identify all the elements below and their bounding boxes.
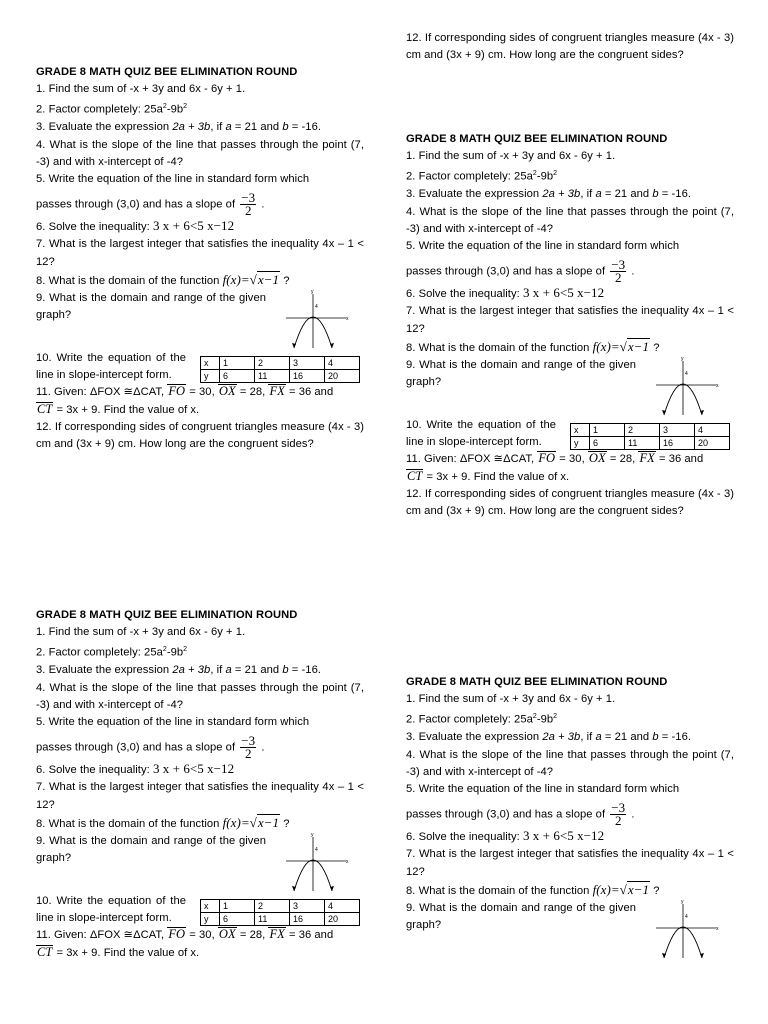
question-3: 3. Evaluate the expression 2a + 3b, if a = 21 and b = -16. — [36, 664, 322, 677]
question-10: 10. Write the equation of the line in slope-intercept form. x 1 2 3 4 y 6 11 16 20 — [406, 417, 734, 451]
question-7: 7. What is the largest integer that satisfies the inequality 4x – 1 < 12? — [36, 238, 364, 268]
question-1: 1. Find the sum of -x + 3y and 6x - 6y + 1. — [36, 626, 246, 639]
quiz-sheet-top-right — [406, 131, 734, 520]
question-4: 4. What is the slope of the line that passes through the point (7, -3) and with x-intercept of -4? — [36, 138, 364, 168]
question-3: 3. Evaluate the expression 2a + 3b, if a = 21 and b = -16. — [36, 121, 322, 134]
parabola-graph-icon — [650, 357, 720, 417]
slope-fraction: $\frac{-3}{2}$ — [611, 257, 626, 286]
table-row: y 6 11 16 20 — [201, 369, 360, 382]
quiz-heading: GRADE 8 MATH QUIZ BEE ELIMINATION ROUND — [406, 676, 668, 688]
question-2: 2. Factor completely: $25a^2-9b^2$ — [36, 646, 188, 660]
svg-text:4: 4 — [685, 370, 688, 377]
question-7: 7. What is the largest integer that satisfies the inequality 4x – 1 < 12? — [36, 781, 364, 811]
quiz-sheet-bottom-right — [406, 674, 734, 960]
svg-text:x: x — [346, 858, 349, 865]
quiz-sheet-top-left — [36, 64, 364, 453]
quiz-heading: GRADE 8 MATH QUIZ BEE ELIMINATION ROUND — [36, 609, 298, 621]
question-8: 8. What is the domain of the function f(x)=√x−1 ? — [406, 338, 660, 354]
table-row: y 6 11 16 20 — [571, 436, 730, 449]
question-9: 9. What is the domain and range of the given graph? y x 4 — [36, 833, 364, 893]
svg-text:y: y — [311, 289, 314, 295]
question-11: 11. Given: ΔFOX ≅ΔCAT, FO = 30, OX = 28, FX = 36 and CT = 3x + 9. Find the value of x. — [36, 384, 334, 416]
parabola-graph-icon — [280, 290, 350, 350]
svg-text:x: x — [716, 925, 719, 932]
slope-fraction: $\frac{-3}{2}$ — [611, 800, 626, 829]
question-6: 6. Solve the inequality: 3 x + 6<5 x−12 — [406, 285, 605, 301]
question-7: 7. What is the largest integer that satisfies the inequality 4x – 1 < 12? — [406, 848, 734, 878]
question-4: 4. What is the slope of the line that passes through the point (7, -3) and with x-intercept of -4? — [36, 681, 364, 711]
xy-table — [200, 899, 360, 926]
svg-text:4: 4 — [315, 846, 318, 853]
question-10: 10. Write the equation of the line in slope-intercept form. x 1 2 3 4 y 6 11 16 20 — [36, 893, 364, 927]
svg-text:y: y — [681, 356, 684, 362]
question-2: 2. Factor completely: $25a^2-9b^2$ — [406, 170, 558, 184]
question-6: 6. Solve the inequality: 3 x + 6<5 x−12 — [36, 218, 235, 234]
question-3: 3. Evaluate the expression 2a + 3b, if a = 21 and b = -16. — [406, 731, 692, 744]
table-row: x 1 2 3 4 — [201, 899, 360, 912]
quiz-sheet-bottom-left — [36, 607, 364, 962]
question-9: 9. What is the domain and range of the given graph? y x 4 — [36, 290, 364, 350]
xy-table — [200, 356, 360, 383]
question-5: 5. Write the equation of the line in standard form which passes through (3,0) and has a slope of $\frac{-3}{2}$ . — [36, 715, 310, 762]
question-5: 5. Write the equation of the line in standard form which passes through (3,0) and has a slope of $\frac{-3}{2}$ . — [406, 239, 680, 286]
slope-fraction: $\frac{-3}{2}$ — [241, 190, 256, 219]
question-8: 8. What is the domain of the function f(x)=√x−1 ? — [36, 814, 290, 830]
question-9: 9. What is the domain and range of the given graph? y x 4 — [406, 900, 734, 960]
quiz-sheet-top-right-overflow — [406, 30, 734, 64]
question-1: 1. Find the sum of -x + 3y and 6x - 6y + 1. — [406, 150, 616, 163]
question-4: 4. What is the slope of the line that passes through the point (7, -3) and with x-intercept of -4? — [406, 748, 734, 778]
table-row: x 1 2 3 4 — [571, 423, 730, 436]
question-5: 5. Write the equation of the line in standard form which passes through (3,0) and has a slope of $\frac{-3}{2}$ . — [406, 782, 680, 829]
quiz-heading: GRADE 8 MATH QUIZ BEE ELIMINATION ROUND — [406, 133, 668, 145]
question-6: 6. Solve the inequality: 3 x + 6<5 x−12 — [406, 828, 605, 844]
question-6: 6. Solve the inequality: 3 x + 6<5 x−12 — [36, 761, 235, 777]
question-4: 4. What is the slope of the line that passes through the point (7, -3) and with x-intercept of -4? — [406, 205, 734, 235]
question-9: 9. What is the domain and range of the given graph? y x 4 — [406, 357, 734, 417]
xy-table — [570, 423, 730, 450]
question-7: 7. What is the largest integer that satisfies the inequality 4x – 1 < 12? — [406, 305, 734, 335]
question-2: 2. Factor completely: $25a^2-9b^2$ — [406, 713, 558, 727]
question-2: 2. Factor completely: $25a^2-9b^2$ — [36, 103, 188, 117]
question-3: 3. Evaluate the expression 2a + 3b, if a = 21 and b = -16. — [406, 188, 692, 201]
question-12: 12. If corresponding sides of congruent triangles measure (4x - 3) cm and (3x + 9) cm. How long are the congruent sides? — [406, 487, 734, 517]
question-5: 5. Write the equation of the line in standard form which passes through (3,0) and has a slope of $\frac{-3}{2}$ . — [36, 172, 310, 219]
question-11: 11. Given: ΔFOX ≅ΔCAT, FO = 30, OX = 28, FX = 36 and CT = 3x + 9. Find the value of x. — [36, 927, 334, 959]
svg-text:x: x — [346, 315, 349, 322]
quiz-heading: GRADE 8 MATH QUIZ BEE ELIMINATION ROUND — [36, 66, 298, 78]
question-12: 12. If corresponding sides of congruent triangles measure (4x - 3) cm and (3x + 9) cm. How long are the congruent sides? — [36, 420, 364, 450]
svg-text:y: y — [311, 832, 314, 838]
slope-fraction: $\frac{-3}{2}$ — [241, 733, 256, 762]
question-8: 8. What is the domain of the function f(x)=√x−1 ? — [36, 271, 290, 287]
question-1: 1. Find the sum of -x + 3y and 6x - 6y + 1. — [36, 83, 246, 96]
svg-text:y: y — [681, 899, 684, 905]
parabola-graph-icon — [280, 833, 350, 893]
parabola-graph-icon — [650, 900, 720, 960]
table-row: y 6 11 16 20 — [201, 912, 360, 925]
question-8: 8. What is the domain of the function f(x)=√x−1 ? — [406, 881, 660, 897]
question-10: 10. Write the equation of the line in slope-intercept form. x 1 2 3 4 y 6 11 16 20 — [36, 350, 364, 384]
question-1: 1. Find the sum of -x + 3y and 6x - 6y + 1. — [406, 693, 616, 706]
svg-text:x: x — [716, 382, 719, 389]
table-row: x 1 2 3 4 — [201, 356, 360, 369]
svg-text:4: 4 — [685, 913, 688, 920]
question-12: 12. If corresponding sides of congruent triangles measure (4x - 3) cm and (3x + 9) cm. How long are the congruent sides? — [406, 32, 734, 62]
question-11: 11. Given: ΔFOX ≅ΔCAT, FO = 30, OX = 28, FX = 36 and CT = 3x + 9. Find the value of x. — [406, 451, 704, 483]
svg-text:4: 4 — [315, 303, 318, 310]
